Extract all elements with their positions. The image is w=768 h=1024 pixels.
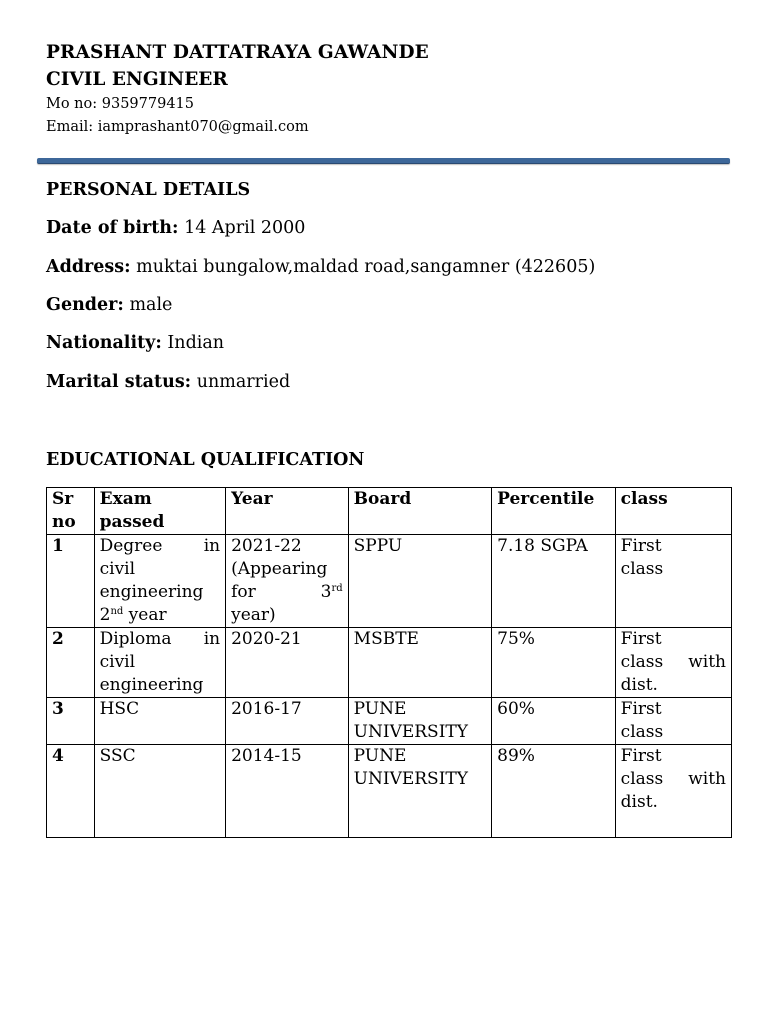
board-line: PUNE [353, 699, 407, 719]
class-line: class [620, 559, 664, 579]
address-label: Address: [46, 257, 131, 277]
row-sr: 4 [47, 745, 95, 838]
row-sr: 3 [47, 698, 95, 745]
dob-value: 14 April 2000 [184, 218, 306, 238]
row-year [226, 535, 349, 628]
exam-line [100, 628, 221, 651]
address-value: muktai bungalow,maldad road,sangamner (422605) [136, 257, 596, 277]
education-table [46, 487, 732, 838]
header-percentile: Percentile [492, 488, 616, 535]
exam-word: 2 [99, 605, 111, 625]
row-board: MSBTE [348, 628, 491, 698]
marital-status-label: Marital status: [46, 372, 192, 392]
class-line [621, 651, 726, 674]
row-class [615, 535, 731, 628]
row-sr: 1 [47, 535, 95, 628]
row-exam: SSC [94, 745, 226, 838]
header-sr-line1: Sr [52, 489, 74, 509]
class-line: dist. [620, 792, 658, 812]
year-line: 2021-22 [231, 536, 302, 556]
class-line: dist. [620, 675, 658, 695]
header-exam-line1: Exam [99, 489, 152, 509]
dob-label: Date of birth: [46, 218, 179, 238]
education-heading: EDUCATIONAL QUALIFICATION [46, 450, 365, 470]
board-line: UNIVERSITY [353, 722, 468, 742]
class-line: First [620, 699, 662, 719]
year-word: for [231, 582, 256, 602]
class-line: First [620, 746, 662, 766]
row-class [615, 698, 731, 745]
year-line: year) [231, 605, 276, 625]
row-class [615, 745, 731, 838]
address-row [46, 257, 595, 277]
marital-status-value: unmarried [196, 372, 291, 392]
year-line [231, 581, 343, 604]
header-sr-no [47, 488, 95, 535]
header-exam-line2: passed [99, 512, 165, 532]
row-percentile: 60% [492, 698, 616, 745]
class-word: with [688, 769, 726, 789]
nationality-label: Nationality: [46, 333, 162, 353]
row-exam [94, 535, 226, 628]
row-class [615, 628, 731, 698]
year-superscript: rd [331, 583, 343, 594]
mobile-number: Mo no: 9359779415 [46, 96, 195, 112]
email-address: Email: iamprashant070@gmail.com [46, 119, 309, 135]
exam-line: civil [99, 652, 136, 672]
class-line: First [620, 629, 662, 649]
exam-superscript: nd [110, 606, 124, 617]
nationality-row [46, 333, 224, 353]
row-year: 2020-21 [226, 628, 349, 698]
candidate-title: CIVIL ENGINEER [46, 69, 228, 90]
gender-row [46, 295, 172, 315]
marital-status-row [46, 372, 290, 392]
exam-word: Degree [99, 536, 163, 556]
exam-line: civil [99, 559, 136, 579]
class-line: First [620, 536, 662, 556]
class-word: with [688, 652, 726, 672]
row-board: SPPU [348, 535, 491, 628]
class-line: class [620, 722, 664, 742]
exam-line: engineering [99, 582, 204, 602]
row-percentile: 89% [492, 745, 616, 838]
header-year: Year [226, 488, 349, 535]
header-class: class [615, 488, 731, 535]
row-percentile: 7.18 SGPA [492, 535, 616, 628]
table-header-row [47, 488, 732, 535]
row-exam: HSC [94, 698, 226, 745]
row-sr: 2 [47, 628, 95, 698]
row-exam [94, 628, 226, 698]
table-row [47, 535, 732, 628]
class-word: class [620, 652, 664, 672]
exam-word: year [123, 605, 167, 625]
exam-line [100, 535, 221, 558]
row-percentile: 75% [492, 628, 616, 698]
exam-word: in [203, 629, 221, 649]
table-row [47, 745, 732, 838]
candidate-name: PRASHANT DATTATRAYA GAWANDE [46, 42, 429, 63]
header-exam-passed [94, 488, 226, 535]
table-row [47, 628, 732, 698]
header-board: Board [348, 488, 491, 535]
header-divider [37, 158, 730, 164]
year-word: 3 [320, 582, 332, 602]
row-board [348, 698, 491, 745]
personal-details-heading: PERSONAL DETAILS [46, 180, 251, 200]
exam-line: engineering [99, 675, 204, 695]
row-year: 2016-17 [226, 698, 349, 745]
exam-line [100, 604, 221, 627]
dob-row [46, 218, 305, 238]
board-line: PUNE [353, 746, 407, 766]
nationality-value: Indian [167, 333, 225, 353]
class-line [621, 768, 726, 791]
gender-value: male [129, 295, 173, 315]
gender-label: Gender: [46, 295, 124, 315]
table-cell-spacer [621, 814, 726, 837]
board-line: UNIVERSITY [353, 769, 468, 789]
row-year: 2014-15 [226, 745, 349, 838]
year-line: (Appearing [231, 559, 328, 579]
table-row [47, 698, 732, 745]
class-word: class [620, 769, 664, 789]
row-board [348, 745, 491, 838]
exam-word: in [203, 536, 221, 556]
header-sr-line2: no [52, 512, 76, 532]
exam-word: Diploma [99, 629, 172, 649]
